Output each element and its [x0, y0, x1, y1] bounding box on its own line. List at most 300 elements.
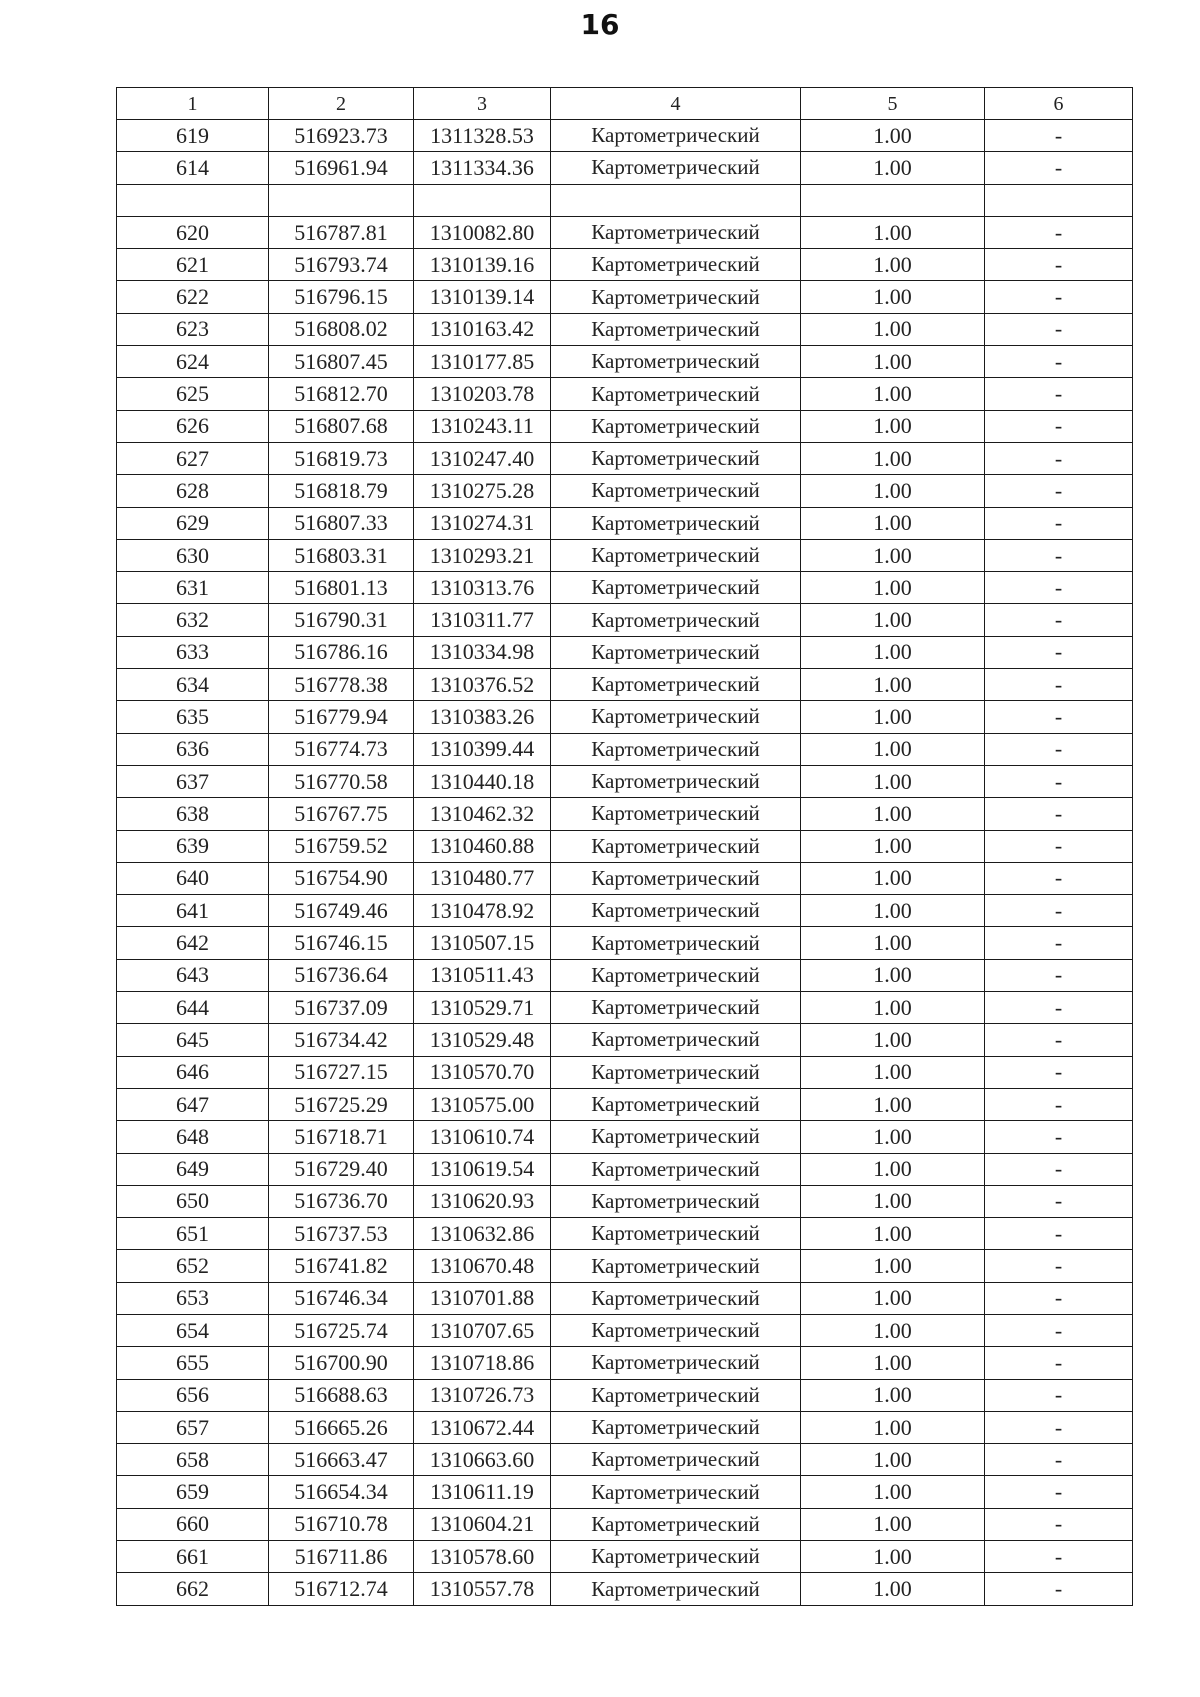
accuracy-cell: 1.00 [801, 992, 985, 1024]
x-coordinate-cell [269, 184, 414, 216]
y-coordinate-cell: 1310293.21 [414, 539, 551, 571]
accuracy-cell: 1.00 [801, 216, 985, 248]
accuracy-cell: 1.00 [801, 1185, 985, 1217]
accuracy-cell: 1.00 [801, 1056, 985, 1088]
table-row [117, 281, 1133, 313]
point-number-cell: 620 [117, 216, 269, 248]
accuracy-cell: 1.00 [801, 1250, 985, 1282]
accuracy-cell: 1.00 [801, 346, 985, 378]
note-cell: - [985, 572, 1133, 604]
method-cell: Картометрический [551, 1218, 801, 1250]
method-cell: Картометрический [551, 281, 801, 313]
table-row [117, 1347, 1133, 1379]
table-row [117, 152, 1133, 184]
note-cell: - [985, 1476, 1133, 1508]
note-cell: - [985, 669, 1133, 701]
x-coordinate-cell: 516736.70 [269, 1185, 414, 1217]
y-coordinate-cell: 1310460.88 [414, 830, 551, 862]
method-cell: Картометрический [551, 410, 801, 442]
table-row [117, 539, 1133, 571]
accuracy-cell: 1.00 [801, 410, 985, 442]
accuracy-cell: 1.00 [801, 1347, 985, 1379]
table-row [117, 701, 1133, 733]
x-coordinate-cell: 516710.78 [269, 1508, 414, 1540]
method-cell: Картометрический [551, 216, 801, 248]
method-cell: Картометрический [551, 1185, 801, 1217]
y-coordinate-cell: 1310557.78 [414, 1573, 551, 1605]
note-cell: - [985, 1314, 1133, 1346]
note-cell: - [985, 281, 1133, 313]
note-cell: - [985, 216, 1133, 248]
method-cell: Картометрический [551, 1282, 801, 1314]
accuracy-cell: 1.00 [801, 1314, 985, 1346]
point-number-cell: 657 [117, 1411, 269, 1443]
point-number-cell: 632 [117, 604, 269, 636]
point-number-cell: 661 [117, 1541, 269, 1573]
y-coordinate-cell: 1310440.18 [414, 765, 551, 797]
point-number-cell: 637 [117, 765, 269, 797]
y-coordinate-cell: 1310274.31 [414, 507, 551, 539]
point-number-cell: 656 [117, 1379, 269, 1411]
accuracy-cell: 1.00 [801, 1218, 985, 1250]
point-number-cell: 619 [117, 120, 269, 152]
coordinates-table-body [117, 88, 1133, 1606]
point-number-cell: 644 [117, 992, 269, 1024]
point-number-cell: 655 [117, 1347, 269, 1379]
table-row [117, 862, 1133, 894]
point-number-cell: 658 [117, 1444, 269, 1476]
y-coordinate-cell [414, 184, 551, 216]
y-coordinate-cell: 1310383.26 [414, 701, 551, 733]
y-coordinate-cell: 1310701.88 [414, 1282, 551, 1314]
method-cell: Картометрический [551, 1153, 801, 1185]
method-cell: Картометрический [551, 442, 801, 474]
point-number-cell: 626 [117, 410, 269, 442]
accuracy-cell: 1.00 [801, 313, 985, 345]
accuracy-cell: 1.00 [801, 1024, 985, 1056]
point-number-cell: 625 [117, 378, 269, 410]
x-coordinate-cell: 516749.46 [269, 895, 414, 927]
table-row [117, 798, 1133, 830]
table-row [117, 1282, 1133, 1314]
table-row [117, 1411, 1133, 1443]
x-coordinate-cell: 516754.90 [269, 862, 414, 894]
method-cell: Картометрический [551, 1347, 801, 1379]
y-coordinate-cell: 1310311.77 [414, 604, 551, 636]
method-cell: Картометрический [551, 313, 801, 345]
note-cell: - [985, 959, 1133, 991]
accuracy-cell: 1.00 [801, 604, 985, 636]
table-row [117, 1476, 1133, 1508]
note-cell: - [985, 152, 1133, 184]
y-coordinate-cell: 1310399.44 [414, 733, 551, 765]
note-cell: - [985, 1541, 1133, 1573]
accuracy-cell: 1.00 [801, 1476, 985, 1508]
x-coordinate-cell: 516711.86 [269, 1541, 414, 1573]
x-coordinate-cell: 516778.38 [269, 669, 414, 701]
accuracy-cell: 1.00 [801, 1541, 985, 1573]
method-cell: Картометрический [551, 1250, 801, 1282]
point-number-cell: 640 [117, 862, 269, 894]
x-coordinate-cell: 516793.74 [269, 249, 414, 281]
y-coordinate-cell: 1310611.19 [414, 1476, 551, 1508]
accuracy-cell [801, 184, 985, 216]
accuracy-cell: 1.00 [801, 636, 985, 668]
table-row [117, 1024, 1133, 1056]
table-row [117, 1508, 1133, 1540]
point-number-cell: 646 [117, 1056, 269, 1088]
y-coordinate-cell: 1310620.93 [414, 1185, 551, 1217]
y-coordinate-cell: 1310203.78 [414, 378, 551, 410]
table-row [117, 1056, 1133, 1088]
x-coordinate-cell: 516770.58 [269, 765, 414, 797]
x-coordinate-cell: 516759.52 [269, 830, 414, 862]
point-number-cell: 627 [117, 442, 269, 474]
table-row [117, 636, 1133, 668]
note-cell: - [985, 1185, 1133, 1217]
table-row [117, 765, 1133, 797]
x-coordinate-cell: 516807.33 [269, 507, 414, 539]
note-cell [985, 184, 1133, 216]
note-cell: - [985, 539, 1133, 571]
note-cell: - [985, 507, 1133, 539]
accuracy-cell: 1.00 [801, 572, 985, 604]
method-cell: Картометрический [551, 1411, 801, 1443]
method-cell: Картометрический [551, 862, 801, 894]
table-row [117, 830, 1133, 862]
x-coordinate-cell: 516727.15 [269, 1056, 414, 1088]
column-header: 3 [414, 88, 551, 120]
table-row [117, 1121, 1133, 1153]
accuracy-cell: 1.00 [801, 442, 985, 474]
note-cell: - [985, 1250, 1133, 1282]
table-row [117, 507, 1133, 539]
accuracy-cell: 1.00 [801, 798, 985, 830]
method-cell: Картометрический [551, 1379, 801, 1411]
method-cell: Картометрический [551, 507, 801, 539]
note-cell: - [985, 1153, 1133, 1185]
method-cell: Картометрический [551, 152, 801, 184]
point-number-cell: 630 [117, 539, 269, 571]
point-number-cell: 622 [117, 281, 269, 313]
point-number-cell: 659 [117, 1476, 269, 1508]
method-cell: Картометрический [551, 539, 801, 571]
accuracy-cell: 1.00 [801, 249, 985, 281]
x-coordinate-cell: 516718.71 [269, 1121, 414, 1153]
accuracy-cell: 1.00 [801, 862, 985, 894]
y-coordinate-cell: 1310082.80 [414, 216, 551, 248]
x-coordinate-cell: 516725.29 [269, 1088, 414, 1120]
table-row [117, 927, 1133, 959]
method-cell: Картометрический [551, 927, 801, 959]
note-cell: - [985, 1121, 1133, 1153]
method-cell: Картометрический [551, 1476, 801, 1508]
table-row [117, 184, 1133, 216]
y-coordinate-cell: 1310462.32 [414, 798, 551, 830]
method-cell: Картометрический [551, 830, 801, 862]
y-coordinate-cell: 1311328.53 [414, 120, 551, 152]
point-number-cell: 643 [117, 959, 269, 991]
table-row [117, 604, 1133, 636]
accuracy-cell: 1.00 [801, 927, 985, 959]
point-number-cell: 662 [117, 1573, 269, 1605]
point-number-cell: 649 [117, 1153, 269, 1185]
method-cell: Картометрический [551, 1573, 801, 1605]
accuracy-cell: 1.00 [801, 830, 985, 862]
y-coordinate-cell: 1310529.71 [414, 992, 551, 1024]
x-coordinate-cell: 516746.15 [269, 927, 414, 959]
table-row [117, 669, 1133, 701]
table-row [117, 1444, 1133, 1476]
method-cell: Картометрический [551, 1056, 801, 1088]
y-coordinate-cell: 1310570.70 [414, 1056, 551, 1088]
method-cell: Картометрический [551, 1444, 801, 1476]
table-row [117, 1250, 1133, 1282]
note-cell: - [985, 765, 1133, 797]
accuracy-cell: 1.00 [801, 1573, 985, 1605]
accuracy-cell: 1.00 [801, 895, 985, 927]
x-coordinate-cell: 516807.68 [269, 410, 414, 442]
y-coordinate-cell: 1310672.44 [414, 1411, 551, 1443]
y-coordinate-cell: 1310243.11 [414, 410, 551, 442]
y-coordinate-cell: 1310376.52 [414, 669, 551, 701]
table-row [117, 378, 1133, 410]
method-cell: Картометрический [551, 572, 801, 604]
point-number-cell: 633 [117, 636, 269, 668]
point-number-cell: 641 [117, 895, 269, 927]
y-coordinate-cell: 1310529.48 [414, 1024, 551, 1056]
table-row [117, 1541, 1133, 1573]
coordinates-table [116, 87, 1133, 1606]
method-cell [551, 184, 801, 216]
y-coordinate-cell: 1310139.14 [414, 281, 551, 313]
page-number: 16 [580, 8, 620, 41]
note-cell: - [985, 604, 1133, 636]
table-row [117, 992, 1133, 1024]
method-cell: Картометрический [551, 992, 801, 1024]
note-cell: - [985, 378, 1133, 410]
table-row [117, 895, 1133, 927]
point-number-cell: 629 [117, 507, 269, 539]
note-cell: - [985, 895, 1133, 927]
point-number-cell [117, 184, 269, 216]
method-cell: Картометрический [551, 733, 801, 765]
y-coordinate-cell: 1310663.60 [414, 1444, 551, 1476]
table-row [117, 1153, 1133, 1185]
x-coordinate-cell: 516725.74 [269, 1314, 414, 1346]
table-row [117, 475, 1133, 507]
x-coordinate-cell: 516734.42 [269, 1024, 414, 1056]
table-row [117, 249, 1133, 281]
accuracy-cell: 1.00 [801, 765, 985, 797]
y-coordinate-cell: 1310670.48 [414, 1250, 551, 1282]
method-cell: Картометрический [551, 1024, 801, 1056]
x-coordinate-cell: 516923.73 [269, 120, 414, 152]
note-cell: - [985, 1379, 1133, 1411]
accuracy-cell: 1.00 [801, 507, 985, 539]
note-cell: - [985, 313, 1133, 345]
table-row [117, 1379, 1133, 1411]
y-coordinate-cell: 1311334.36 [414, 152, 551, 184]
y-coordinate-cell: 1310139.16 [414, 249, 551, 281]
x-coordinate-cell: 516774.73 [269, 733, 414, 765]
point-number-cell: 638 [117, 798, 269, 830]
point-number-cell: 642 [117, 927, 269, 959]
table-row [117, 572, 1133, 604]
table-row [117, 313, 1133, 345]
note-cell: - [985, 1088, 1133, 1120]
accuracy-cell: 1.00 [801, 1508, 985, 1540]
y-coordinate-cell: 1310480.77 [414, 862, 551, 894]
point-number-cell: 647 [117, 1088, 269, 1120]
y-coordinate-cell: 1310163.42 [414, 313, 551, 345]
column-header: 4 [551, 88, 801, 120]
point-number-cell: 650 [117, 1185, 269, 1217]
x-coordinate-cell: 516801.13 [269, 572, 414, 604]
table-header-row [117, 88, 1133, 120]
method-cell: Картометрический [551, 798, 801, 830]
table-row [117, 410, 1133, 442]
y-coordinate-cell: 1310478.92 [414, 895, 551, 927]
x-coordinate-cell: 516779.94 [269, 701, 414, 733]
method-cell: Картометрический [551, 1314, 801, 1346]
column-header: 5 [801, 88, 985, 120]
point-number-cell: 631 [117, 572, 269, 604]
method-cell: Картометрический [551, 636, 801, 668]
table-row [117, 1088, 1133, 1120]
y-coordinate-cell: 1310578.60 [414, 1541, 551, 1573]
note-cell: - [985, 636, 1133, 668]
note-cell: - [985, 927, 1133, 959]
note-cell: - [985, 992, 1133, 1024]
note-cell: - [985, 410, 1133, 442]
point-number-cell: 654 [117, 1314, 269, 1346]
method-cell: Картометрический [551, 1088, 801, 1120]
accuracy-cell: 1.00 [801, 281, 985, 313]
y-coordinate-cell: 1310507.15 [414, 927, 551, 959]
note-cell: - [985, 120, 1133, 152]
accuracy-cell: 1.00 [801, 733, 985, 765]
method-cell: Картометрический [551, 346, 801, 378]
point-number-cell: 636 [117, 733, 269, 765]
accuracy-cell: 1.00 [801, 701, 985, 733]
y-coordinate-cell: 1310313.76 [414, 572, 551, 604]
x-coordinate-cell: 516737.53 [269, 1218, 414, 1250]
x-coordinate-cell: 516746.34 [269, 1282, 414, 1314]
x-coordinate-cell: 516796.15 [269, 281, 414, 313]
point-number-cell: 628 [117, 475, 269, 507]
point-number-cell: 653 [117, 1282, 269, 1314]
point-number-cell: 621 [117, 249, 269, 281]
point-number-cell: 648 [117, 1121, 269, 1153]
accuracy-cell: 1.00 [801, 120, 985, 152]
x-coordinate-cell: 516654.34 [269, 1476, 414, 1508]
x-coordinate-cell: 516688.63 [269, 1379, 414, 1411]
x-coordinate-cell: 516807.45 [269, 346, 414, 378]
note-cell: - [985, 701, 1133, 733]
x-coordinate-cell: 516818.79 [269, 475, 414, 507]
accuracy-cell: 1.00 [801, 669, 985, 701]
y-coordinate-cell: 1310610.74 [414, 1121, 551, 1153]
x-coordinate-cell: 516808.02 [269, 313, 414, 345]
table-row [117, 1185, 1133, 1217]
note-cell: - [985, 475, 1133, 507]
x-coordinate-cell: 516787.81 [269, 216, 414, 248]
table-row [117, 346, 1133, 378]
method-cell: Картометрический [551, 1508, 801, 1540]
x-coordinate-cell: 516663.47 [269, 1444, 414, 1476]
method-cell: Картометрический [551, 249, 801, 281]
y-coordinate-cell: 1310177.85 [414, 346, 551, 378]
point-number-cell: 624 [117, 346, 269, 378]
y-coordinate-cell: 1310726.73 [414, 1379, 551, 1411]
point-number-cell: 639 [117, 830, 269, 862]
note-cell: - [985, 733, 1133, 765]
note-cell: - [985, 1056, 1133, 1088]
x-coordinate-cell: 516819.73 [269, 442, 414, 474]
x-coordinate-cell: 516700.90 [269, 1347, 414, 1379]
method-cell: Картометрический [551, 1121, 801, 1153]
note-cell: - [985, 1573, 1133, 1605]
accuracy-cell: 1.00 [801, 539, 985, 571]
y-coordinate-cell: 1310718.86 [414, 1347, 551, 1379]
note-cell: - [985, 1282, 1133, 1314]
x-coordinate-cell: 516712.74 [269, 1573, 414, 1605]
method-cell: Картометрический [551, 669, 801, 701]
note-cell: - [985, 1024, 1133, 1056]
y-coordinate-cell: 1310334.98 [414, 636, 551, 668]
table-row [117, 1314, 1133, 1346]
accuracy-cell: 1.00 [801, 1411, 985, 1443]
accuracy-cell: 1.00 [801, 959, 985, 991]
method-cell: Картометрический [551, 701, 801, 733]
table-row [117, 733, 1133, 765]
method-cell: Картометрический [551, 120, 801, 152]
y-coordinate-cell: 1310275.28 [414, 475, 551, 507]
point-number-cell: 645 [117, 1024, 269, 1056]
accuracy-cell: 1.00 [801, 1088, 985, 1120]
column-header: 2 [269, 88, 414, 120]
note-cell: - [985, 862, 1133, 894]
point-number-cell: 623 [117, 313, 269, 345]
accuracy-cell: 1.00 [801, 378, 985, 410]
note-cell: - [985, 249, 1133, 281]
table-row [117, 216, 1133, 248]
accuracy-cell: 1.00 [801, 1444, 985, 1476]
y-coordinate-cell: 1310604.21 [414, 1508, 551, 1540]
x-coordinate-cell: 516737.09 [269, 992, 414, 1024]
x-coordinate-cell: 516803.31 [269, 539, 414, 571]
table-row [117, 1573, 1133, 1605]
table-row [117, 959, 1133, 991]
x-coordinate-cell: 516665.26 [269, 1411, 414, 1443]
y-coordinate-cell: 1310619.54 [414, 1153, 551, 1185]
method-cell: Картометрический [551, 475, 801, 507]
point-number-cell: 652 [117, 1250, 269, 1282]
note-cell: - [985, 1444, 1133, 1476]
method-cell: Картометрический [551, 604, 801, 636]
note-cell: - [985, 1508, 1133, 1540]
method-cell: Картометрический [551, 1541, 801, 1573]
method-cell: Картометрический [551, 895, 801, 927]
y-coordinate-cell: 1310632.86 [414, 1218, 551, 1250]
note-cell: - [985, 346, 1133, 378]
method-cell: Картометрический [551, 378, 801, 410]
y-coordinate-cell: 1310247.40 [414, 442, 551, 474]
table-row [117, 1218, 1133, 1250]
x-coordinate-cell: 516790.31 [269, 604, 414, 636]
y-coordinate-cell: 1310511.43 [414, 959, 551, 991]
